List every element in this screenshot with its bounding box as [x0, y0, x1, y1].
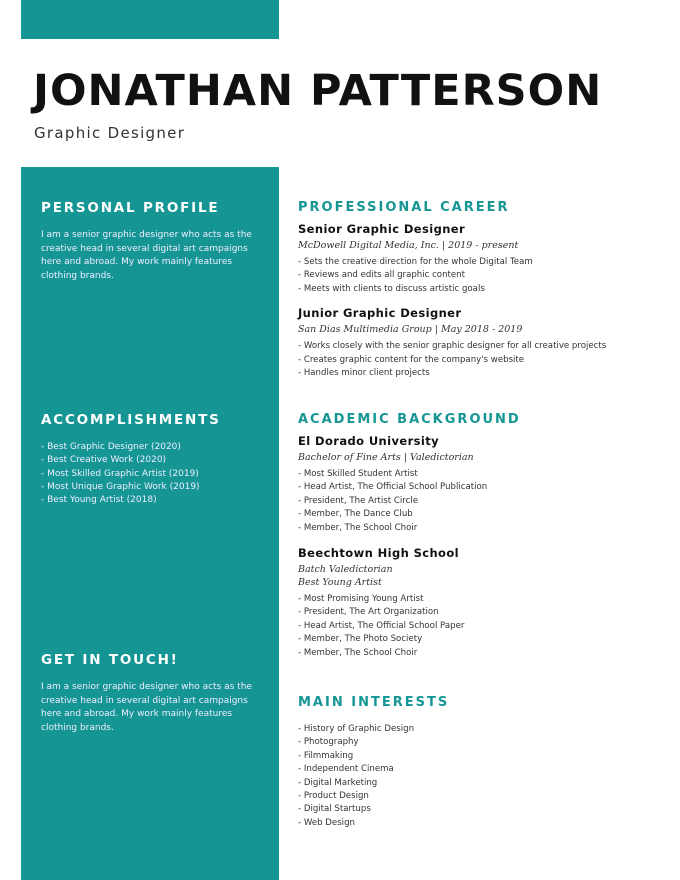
personal-profile-text: I am a senior graphic designer who acts as the creative head in several digital art campaigns here and abroad. My work mainly features clothing brands.	[41, 230, 252, 281]
job-company: McDowell Digital Media, Inc. | 2019 - present	[298, 240, 519, 251]
school-degree: Bachelor of Fine Arts | Valedictorian	[298, 452, 474, 463]
list-item: - Most Unique Graphic Work (2019)	[41, 481, 200, 492]
list-item: - Works closely with the senior graphic designer for all creative projects	[298, 341, 607, 352]
list-item: - Handles minor client projects	[298, 368, 430, 379]
resume-role: Graphic Designer	[34, 124, 186, 142]
list-item: - Best Young Artist (2018)	[41, 495, 157, 506]
list-item: - Head Artist, The Official School Paper	[298, 620, 465, 631]
interests-section	[298, 695, 668, 830]
list-item: - President, The Art Organization	[298, 607, 439, 618]
list-item: - Head Artist, The Official School Publication	[298, 482, 488, 493]
career-section	[298, 200, 668, 380]
personal-profile-title: PERSONAL PROFILE	[41, 200, 220, 216]
list-item: - Independent Cinema	[298, 764, 394, 775]
school-bullets	[298, 593, 668, 660]
interests-title: MAIN INTERESTS	[298, 695, 450, 710]
contact-title: GET IN TOUCH!	[41, 652, 179, 668]
school-name: Beechtown High School	[298, 546, 459, 561]
list-item: - Photography	[298, 737, 359, 748]
job-title: Senior Graphic Designer	[298, 222, 466, 236]
school-name: El Dorado University	[298, 434, 440, 448]
list-item: - History of Graphic Design	[298, 724, 415, 734]
list-item: - President, The Artist Circle	[298, 495, 418, 506]
list-item: - Digital Startups	[298, 804, 371, 815]
list-item: - Most Promising Young Artist	[298, 594, 424, 605]
school-entry	[298, 546, 668, 660]
school-bullets	[298, 468, 668, 535]
contact-text: I am a senior graphic designer who acts as the creative head in several digital art campaigns here and abroad. My work mainly features clothing brands.	[41, 682, 252, 733]
list-item: - Member, The School Choir	[298, 647, 418, 658]
list-item: - Member, The School Choir	[298, 522, 418, 533]
accomplishments-section	[41, 412, 256, 507]
school-honor: Batch Valedictorian	[298, 564, 393, 576]
academic-title: ACADEMIC BACKGROUND	[298, 412, 521, 427]
list-item: - Member, The Dance Club	[298, 509, 413, 520]
list-item: - Best Graphic Designer (2020)	[41, 442, 181, 452]
accomplishments-list	[41, 441, 256, 507]
list-item: - Digital Marketing	[298, 777, 378, 788]
job-title: Junior Graphic Designer	[298, 306, 462, 321]
contact-section	[41, 652, 256, 735]
list-item: - Best Creative Work (2020)	[41, 455, 167, 466]
top-accent-bar	[21, 0, 279, 39]
resume-name: JONATHAN PATTERSON	[33, 66, 603, 116]
list-item: - Reviews and edits all graphic content	[298, 270, 465, 281]
job-bullets	[298, 256, 668, 296]
career-title: PROFESSIONAL CAREER	[298, 200, 510, 215]
school-entry	[298, 434, 668, 535]
school-award: Best Young Artist	[298, 577, 382, 589]
list-item: - Product Design	[298, 791, 369, 802]
list-item: - Web Design	[298, 817, 355, 828]
interests-list	[298, 723, 668, 830]
list-item: - Member, The Photo Society	[298, 634, 423, 645]
job-entry	[298, 222, 668, 296]
list-item: - Meets with clients to discuss artistic goals	[298, 283, 485, 294]
list-item: - Most Skilled Graphic Artist (2019)	[41, 468, 199, 479]
job-company: San Dias Multimedia Group | May 2018 - 2019	[298, 324, 523, 336]
list-item: - Most Skilled Student Artist	[298, 469, 418, 479]
personal-profile-section	[41, 200, 256, 283]
list-item: - Sets the creative direction for the whole Digital Team	[298, 257, 533, 267]
accomplishments-title: ACCOMPLISHMENTS	[41, 412, 221, 428]
job-bullets	[298, 340, 668, 380]
list-item: - Filmmaking	[298, 750, 354, 761]
sidebar	[21, 167, 279, 880]
job-entry	[298, 306, 668, 380]
academic-section	[298, 412, 668, 660]
list-item: - Creates graphic content for the company's website	[298, 354, 525, 365]
